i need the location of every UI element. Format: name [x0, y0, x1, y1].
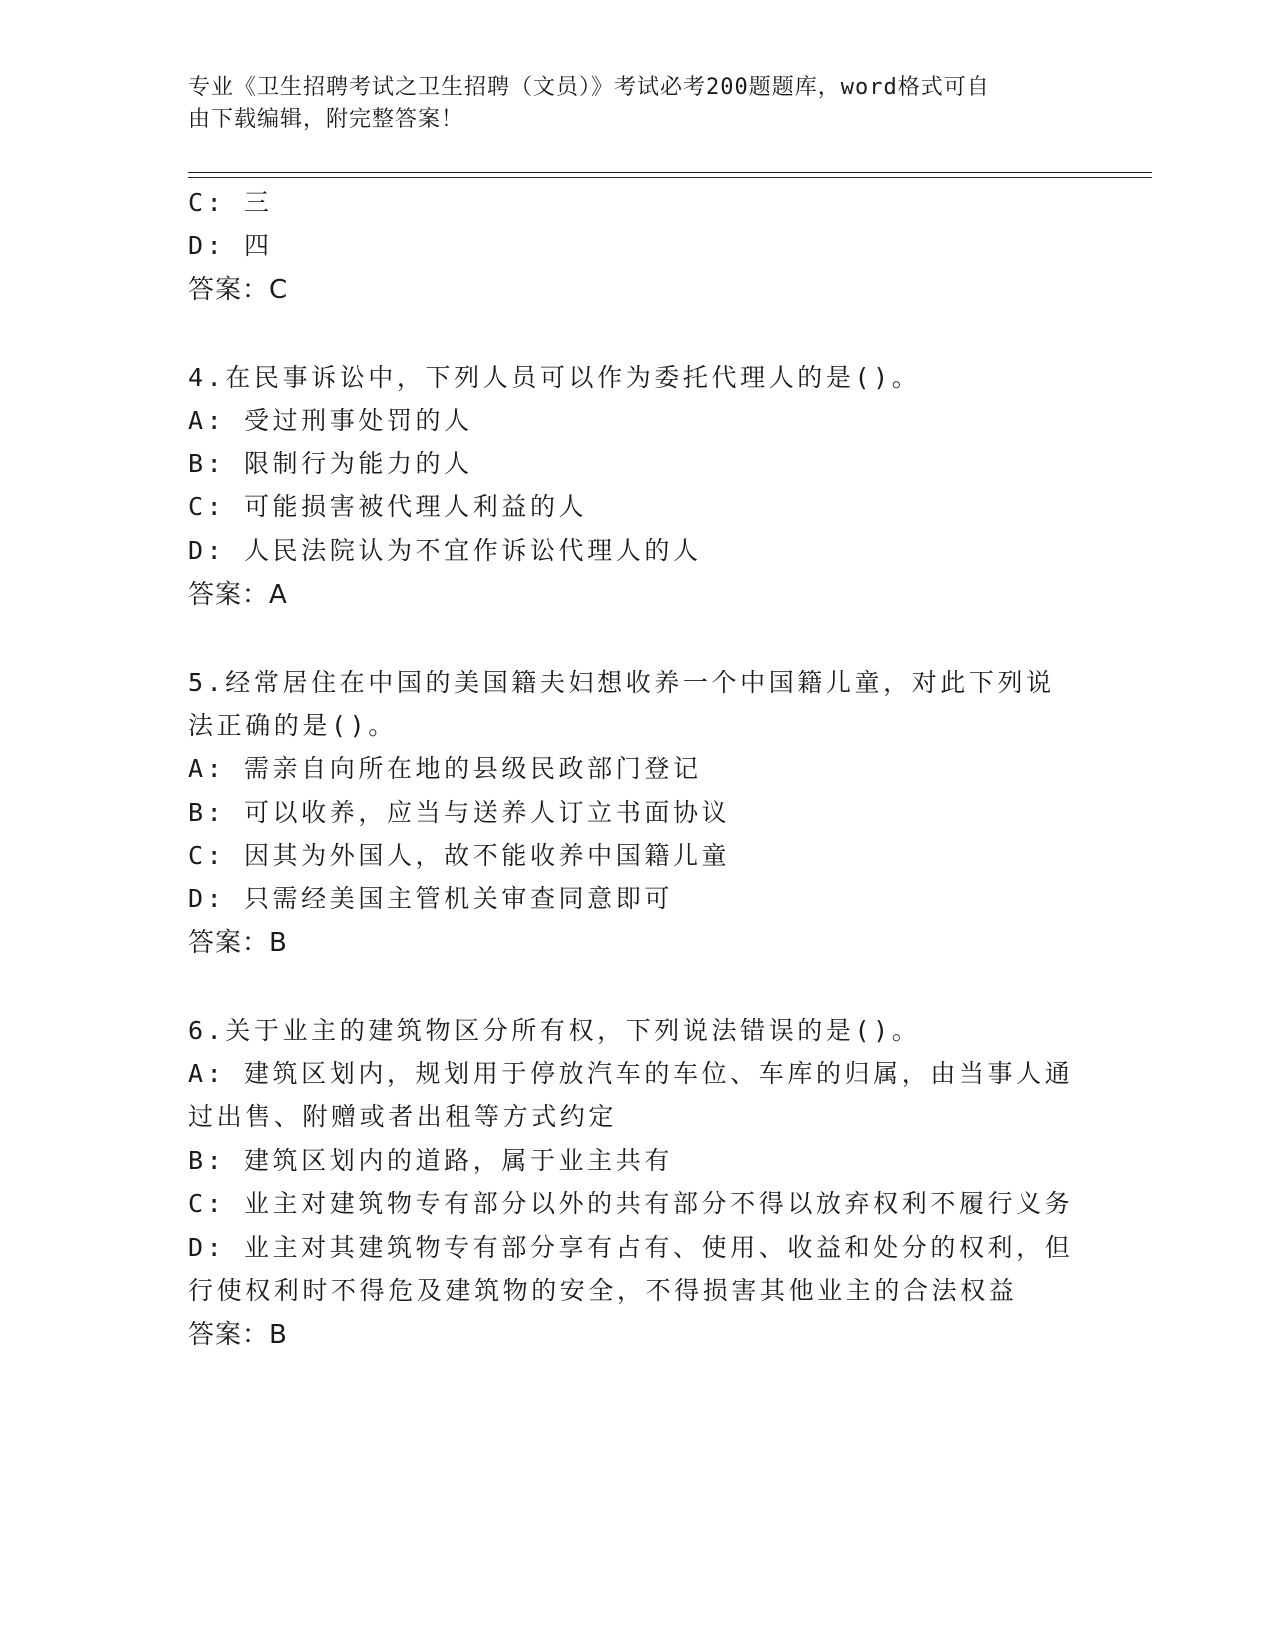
- q4-answer: 答案：A: [188, 580, 288, 610]
- q6-option-a-line-2: 过出售、附赠或者出租等方式约定: [188, 1102, 618, 1131]
- q4-option-c: C: 可能损害被代理人利益的人: [188, 492, 588, 521]
- q4-option-d: D: 人民法院认为不宜作诉讼代理人的人: [188, 536, 702, 565]
- q5-answer: 答案：B: [188, 928, 288, 958]
- q4-option-b: B: 限制行为能力的人: [188, 449, 473, 478]
- prev-option-c: C: 三: [188, 188, 273, 217]
- q5-option-a: A: 需亲自向所在地的县级民政部门登记: [188, 754, 702, 783]
- q4-option-a: A: 受过刑事处罚的人: [188, 406, 473, 435]
- q6-option-a-line-1: A: 建筑区划内，规划用于停放汽车的车位、车库的归属，由当事人通: [188, 1059, 1074, 1088]
- header-title-line-2: 由下载编辑，附完整答案！: [188, 107, 465, 132]
- prev-option-d: D: 四: [188, 231, 273, 260]
- q4-stem: 4.在民事诉讼中，下列人员可以作为委托代理人的是()。: [188, 363, 921, 392]
- q5-option-d: D: 只需经美国主管机关审查同意即可: [188, 884, 673, 913]
- document-header: [188, 72, 1088, 136]
- q6-option-d-line-1: D: 业主对其建筑物专有部分享有占有、使用、收益和处分的权利，但: [188, 1233, 1074, 1262]
- q6-answer: 答案：B: [188, 1320, 288, 1350]
- q5-option-b: B: 可以收养，应当与送养人订立书面协议: [188, 798, 731, 827]
- header-rule-top: [188, 172, 1152, 173]
- q5-stem-line-2: 法正确的是()。: [188, 711, 397, 740]
- q6-option-c: C: 业主对建筑物专有部分以外的共有部分不得以放弃权利不履行义务: [188, 1189, 1074, 1218]
- header-title-line-1: 专业《卫生招聘考试之卫生招聘（文员）》考试必考200题题库，word格式可自: [188, 75, 990, 100]
- prev-answer: 答案：C: [188, 275, 289, 305]
- q5-option-c: C: 因其为外国人，故不能收养中国籍儿童: [188, 841, 731, 870]
- q6-stem: 6.关于业主的建筑物区分所有权，下列说法错误的是()。: [188, 1016, 921, 1045]
- q5-stem-line-1: 5.经常居住在中国的美国籍夫妇想收养一个中国籍儿童，对此下列说: [188, 668, 1055, 697]
- q6-option-b: B: 建筑区划内的道路，属于业主共有: [188, 1146, 673, 1175]
- q6-option-d-line-2: 行使权利时不得危及建筑物的安全，不得损害其他业主的合法权益: [188, 1276, 1018, 1305]
- header-rule-bottom: [188, 177, 1152, 178]
